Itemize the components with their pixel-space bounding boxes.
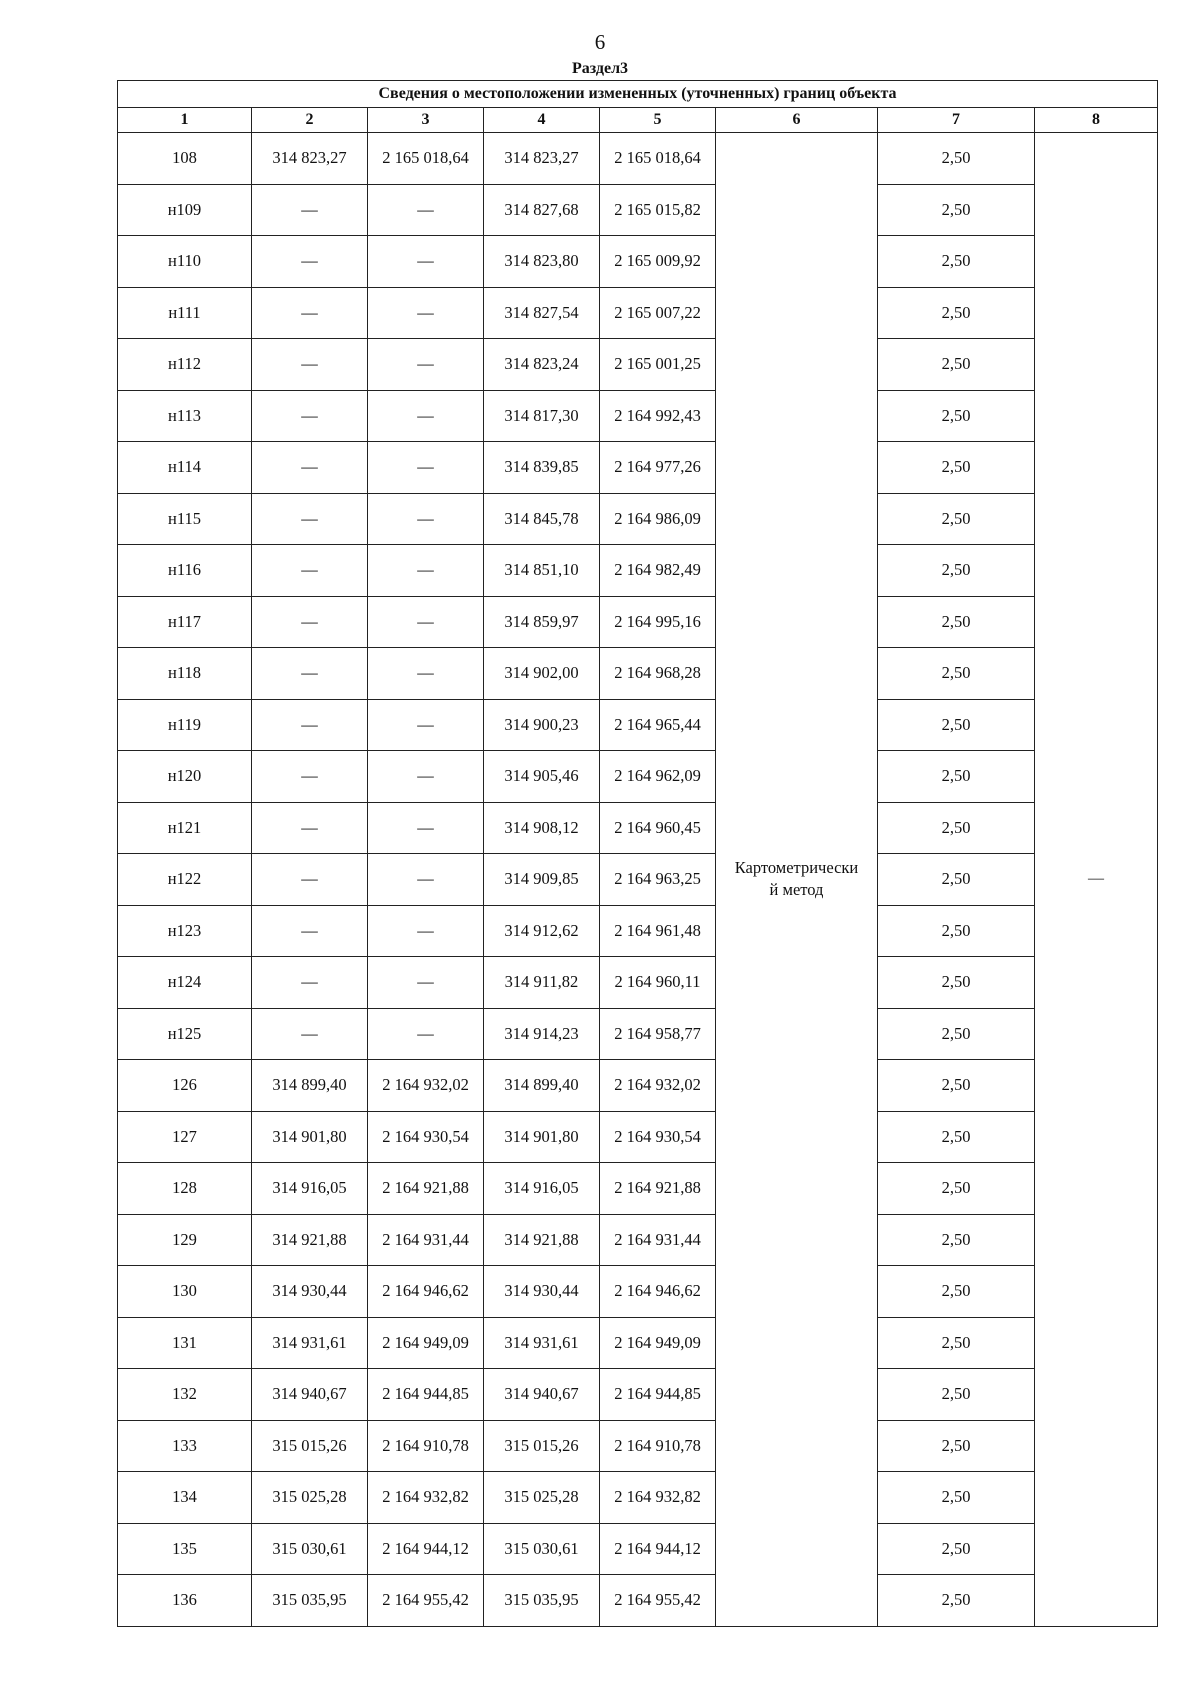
accuracy-cell: 2,50 bbox=[878, 1060, 1035, 1112]
existing-x-cell: — bbox=[252, 1008, 368, 1060]
table-row bbox=[118, 854, 1158, 906]
point-number-cell: 131 bbox=[118, 1317, 252, 1369]
point-number-cell: н110 bbox=[118, 236, 252, 288]
new-x-cell: 314 916,05 bbox=[484, 1163, 600, 1215]
new-x-cell: 314 930,44 bbox=[484, 1266, 600, 1318]
page-number: 6 bbox=[594, 30, 606, 54]
new-y-cell: 2 164 930,54 bbox=[600, 1111, 716, 1163]
table-row bbox=[118, 1420, 1158, 1472]
column-number: 7 bbox=[878, 108, 1035, 133]
new-x-cell: 314 851,10 bbox=[484, 545, 600, 597]
table-row bbox=[118, 802, 1158, 854]
table-row bbox=[118, 1111, 1158, 1163]
existing-x-cell: — bbox=[252, 802, 368, 854]
accuracy-cell: 2,50 bbox=[878, 802, 1035, 854]
existing-x-cell: 314 930,44 bbox=[252, 1266, 368, 1318]
column-number: 4 bbox=[484, 108, 600, 133]
new-x-cell: 314 901,80 bbox=[484, 1111, 600, 1163]
new-x-cell: 314 845,78 bbox=[484, 493, 600, 545]
point-number-cell: 134 bbox=[118, 1472, 252, 1524]
boundary-coordinates-table bbox=[117, 80, 1158, 1627]
existing-y-cell: — bbox=[368, 957, 484, 1009]
new-x-cell: 314 859,97 bbox=[484, 596, 600, 648]
existing-x-cell: 315 025,28 bbox=[252, 1472, 368, 1524]
point-number-cell: 127 bbox=[118, 1111, 252, 1163]
new-x-cell: 314 827,68 bbox=[484, 184, 600, 236]
table-row bbox=[118, 1472, 1158, 1524]
table-row bbox=[118, 236, 1158, 288]
point-number-cell: н122 bbox=[118, 854, 252, 906]
method-text-line: Картометрически bbox=[734, 858, 859, 878]
table-row bbox=[118, 699, 1158, 751]
existing-y-cell: 2 164 932,02 bbox=[368, 1060, 484, 1112]
column-number-row bbox=[118, 108, 1158, 133]
new-x-cell: 315 035,95 bbox=[484, 1575, 600, 1627]
table-row bbox=[118, 1266, 1158, 1318]
table-row bbox=[118, 1523, 1158, 1575]
new-y-cell: 2 164 921,88 bbox=[600, 1163, 716, 1215]
existing-y-cell: — bbox=[368, 493, 484, 545]
existing-x-cell: — bbox=[252, 957, 368, 1009]
accuracy-cell: 2,50 bbox=[878, 545, 1035, 597]
point-number-cell: 132 bbox=[118, 1369, 252, 1421]
table-row bbox=[118, 596, 1158, 648]
point-number-cell: н120 bbox=[118, 751, 252, 803]
new-y-cell: 2 165 009,92 bbox=[600, 236, 716, 288]
table-caption: Сведения о местоположении измененных (уточненных) границ объекта bbox=[118, 81, 1158, 108]
accuracy-cell: 2,50 bbox=[878, 1317, 1035, 1369]
new-y-cell: 2 165 015,82 bbox=[600, 184, 716, 236]
accuracy-cell: 2,50 bbox=[878, 1472, 1035, 1524]
point-number-cell: н113 bbox=[118, 390, 252, 442]
existing-y-cell: 2 164 944,12 bbox=[368, 1523, 484, 1575]
point-number-cell: н115 bbox=[118, 493, 252, 545]
existing-x-cell: — bbox=[252, 493, 368, 545]
table-row bbox=[118, 1369, 1158, 1421]
new-y-cell: 2 164 944,85 bbox=[600, 1369, 716, 1421]
table-row bbox=[118, 493, 1158, 545]
new-y-cell: 2 164 958,77 bbox=[600, 1008, 716, 1060]
new-y-cell: 2 164 963,25 bbox=[600, 854, 716, 906]
new-y-cell: 2 165 007,22 bbox=[600, 287, 716, 339]
new-y-cell: 2 164 955,42 bbox=[600, 1575, 716, 1627]
new-x-cell: 314 902,00 bbox=[484, 648, 600, 700]
existing-y-cell: 2 164 910,78 bbox=[368, 1420, 484, 1472]
table-row bbox=[118, 1163, 1158, 1215]
existing-x-cell: — bbox=[252, 184, 368, 236]
accuracy-cell: 2,50 bbox=[878, 1111, 1035, 1163]
new-y-cell: 2 164 944,12 bbox=[600, 1523, 716, 1575]
existing-x-cell: — bbox=[252, 545, 368, 597]
accuracy-cell: 2,50 bbox=[878, 184, 1035, 236]
new-y-cell: 2 164 910,78 bbox=[600, 1420, 716, 1472]
existing-y-cell: 2 164 944,85 bbox=[368, 1369, 484, 1421]
existing-x-cell: — bbox=[252, 854, 368, 906]
accuracy-cell: 2,50 bbox=[878, 442, 1035, 494]
accuracy-cell: 2,50 bbox=[878, 1214, 1035, 1266]
accuracy-cell: 2,50 bbox=[878, 1163, 1035, 1215]
existing-x-cell: 315 030,61 bbox=[252, 1523, 368, 1575]
existing-x-cell: — bbox=[252, 905, 368, 957]
existing-y-cell: — bbox=[368, 648, 484, 700]
existing-x-cell: 314 921,88 bbox=[252, 1214, 368, 1266]
new-y-cell: 2 164 995,16 bbox=[600, 596, 716, 648]
point-number-cell: 133 bbox=[118, 1420, 252, 1472]
existing-y-cell: 2 164 946,62 bbox=[368, 1266, 484, 1318]
accuracy-cell: 2,50 bbox=[878, 287, 1035, 339]
column-number: 8 bbox=[1035, 108, 1158, 133]
accuracy-cell: 2,50 bbox=[878, 905, 1035, 957]
existing-y-cell: — bbox=[368, 596, 484, 648]
accuracy-cell: 2,50 bbox=[878, 339, 1035, 391]
column8-cell: — bbox=[1035, 133, 1158, 1627]
new-x-cell: 314 931,61 bbox=[484, 1317, 600, 1369]
existing-y-cell: — bbox=[368, 390, 484, 442]
method-text-line: й метод bbox=[769, 880, 824, 900]
point-number-cell: н125 bbox=[118, 1008, 252, 1060]
point-number-cell: н121 bbox=[118, 802, 252, 854]
existing-x-cell: — bbox=[252, 390, 368, 442]
new-y-cell: 2 164 932,02 bbox=[600, 1060, 716, 1112]
new-x-cell: 314 823,27 bbox=[484, 133, 600, 185]
point-number-cell: 136 bbox=[118, 1575, 252, 1627]
new-x-cell: 314 914,23 bbox=[484, 1008, 600, 1060]
new-y-cell: 2 164 992,43 bbox=[600, 390, 716, 442]
table-row bbox=[118, 1008, 1158, 1060]
new-x-cell: 314 823,24 bbox=[484, 339, 600, 391]
table-row bbox=[118, 287, 1158, 339]
new-y-cell: 2 164 960,11 bbox=[600, 957, 716, 1009]
existing-x-cell: 314 931,61 bbox=[252, 1317, 368, 1369]
column-number: 3 bbox=[368, 108, 484, 133]
table-row bbox=[118, 442, 1158, 494]
table-row bbox=[118, 133, 1158, 185]
new-y-cell: 2 164 982,49 bbox=[600, 545, 716, 597]
existing-y-cell: — bbox=[368, 236, 484, 288]
accuracy-cell: 2,50 bbox=[878, 648, 1035, 700]
table-row bbox=[118, 905, 1158, 957]
existing-x-cell: — bbox=[252, 648, 368, 700]
new-y-cell: 2 164 961,48 bbox=[600, 905, 716, 957]
table-row bbox=[118, 545, 1158, 597]
new-x-cell: 315 025,28 bbox=[484, 1472, 600, 1524]
existing-y-cell: — bbox=[368, 751, 484, 803]
existing-y-cell: 2 164 949,09 bbox=[368, 1317, 484, 1369]
existing-x-cell: — bbox=[252, 442, 368, 494]
accuracy-cell: 2,50 bbox=[878, 133, 1035, 185]
method-cell bbox=[716, 133, 878, 1627]
new-y-cell: 2 164 977,26 bbox=[600, 442, 716, 494]
existing-x-cell: 314 899,40 bbox=[252, 1060, 368, 1112]
column-number: 5 bbox=[600, 108, 716, 133]
existing-y-cell: — bbox=[368, 854, 484, 906]
existing-y-cell: — bbox=[368, 287, 484, 339]
existing-y-cell: 2 164 931,44 bbox=[368, 1214, 484, 1266]
existing-x-cell: — bbox=[252, 596, 368, 648]
new-y-cell: 2 165 018,64 bbox=[600, 133, 716, 185]
table-row bbox=[118, 339, 1158, 391]
new-x-cell: 314 839,85 bbox=[484, 442, 600, 494]
accuracy-cell: 2,50 bbox=[878, 1008, 1035, 1060]
table-row bbox=[118, 1317, 1158, 1369]
existing-y-cell: — bbox=[368, 545, 484, 597]
accuracy-cell: 2,50 bbox=[878, 699, 1035, 751]
point-number-cell: н124 bbox=[118, 957, 252, 1009]
existing-y-cell: — bbox=[368, 339, 484, 391]
existing-x-cell: — bbox=[252, 287, 368, 339]
new-y-cell: 2 164 968,28 bbox=[600, 648, 716, 700]
new-y-cell: 2 164 965,44 bbox=[600, 699, 716, 751]
table-row bbox=[118, 184, 1158, 236]
point-number-cell: н117 bbox=[118, 596, 252, 648]
new-x-cell: 314 899,40 bbox=[484, 1060, 600, 1112]
new-y-cell: 2 165 001,25 bbox=[600, 339, 716, 391]
new-x-cell: 315 030,61 bbox=[484, 1523, 600, 1575]
point-number-cell: 108 bbox=[118, 133, 252, 185]
point-number-cell: 130 bbox=[118, 1266, 252, 1318]
new-x-cell: 315 015,26 bbox=[484, 1420, 600, 1472]
existing-y-cell: — bbox=[368, 802, 484, 854]
existing-y-cell: 2 164 930,54 bbox=[368, 1111, 484, 1163]
existing-x-cell: 314 901,80 bbox=[252, 1111, 368, 1163]
point-number-cell: н118 bbox=[118, 648, 252, 700]
point-number-cell: 128 bbox=[118, 1163, 252, 1215]
table-row bbox=[118, 957, 1158, 1009]
column-number: 1 bbox=[118, 108, 252, 133]
new-y-cell: 2 164 962,09 bbox=[600, 751, 716, 803]
point-number-cell: н123 bbox=[118, 905, 252, 957]
existing-x-cell: — bbox=[252, 751, 368, 803]
new-x-cell: 314 921,88 bbox=[484, 1214, 600, 1266]
new-x-cell: 314 827,54 bbox=[484, 287, 600, 339]
new-x-cell: 314 908,12 bbox=[484, 802, 600, 854]
accuracy-cell: 2,50 bbox=[878, 1420, 1035, 1472]
accuracy-cell: 2,50 bbox=[878, 1575, 1035, 1627]
table-row bbox=[118, 648, 1158, 700]
point-number-cell: н111 bbox=[118, 287, 252, 339]
point-number-cell: н109 bbox=[118, 184, 252, 236]
new-x-cell: 314 823,80 bbox=[484, 236, 600, 288]
point-number-cell: н119 bbox=[118, 699, 252, 751]
existing-x-cell: 315 035,95 bbox=[252, 1575, 368, 1627]
new-y-cell: 2 164 960,45 bbox=[600, 802, 716, 854]
new-y-cell: 2 164 932,82 bbox=[600, 1472, 716, 1524]
column-number: 2 bbox=[252, 108, 368, 133]
accuracy-cell: 2,50 bbox=[878, 493, 1035, 545]
accuracy-cell: 2,50 bbox=[878, 854, 1035, 906]
table-row bbox=[118, 1575, 1158, 1627]
existing-y-cell: — bbox=[368, 184, 484, 236]
existing-y-cell: 2 164 932,82 bbox=[368, 1472, 484, 1524]
new-x-cell: 314 817,30 bbox=[484, 390, 600, 442]
existing-x-cell: — bbox=[252, 699, 368, 751]
table-row bbox=[118, 1060, 1158, 1112]
existing-y-cell: — bbox=[368, 905, 484, 957]
existing-x-cell: 314 940,67 bbox=[252, 1369, 368, 1421]
existing-y-cell: — bbox=[368, 442, 484, 494]
existing-x-cell: 314 916,05 bbox=[252, 1163, 368, 1215]
accuracy-cell: 2,50 bbox=[878, 957, 1035, 1009]
section-title: Раздел3 bbox=[571, 60, 629, 77]
new-y-cell: 2 164 986,09 bbox=[600, 493, 716, 545]
accuracy-cell: 2,50 bbox=[878, 1266, 1035, 1318]
existing-x-cell: 314 823,27 bbox=[252, 133, 368, 185]
accuracy-cell: 2,50 bbox=[878, 1523, 1035, 1575]
new-x-cell: 314 911,82 bbox=[484, 957, 600, 1009]
new-x-cell: 314 909,85 bbox=[484, 854, 600, 906]
new-x-cell: 314 940,67 bbox=[484, 1369, 600, 1421]
existing-y-cell: 2 164 921,88 bbox=[368, 1163, 484, 1215]
new-y-cell: 2 164 946,62 bbox=[600, 1266, 716, 1318]
point-number-cell: н116 bbox=[118, 545, 252, 597]
accuracy-cell: 2,50 bbox=[878, 751, 1035, 803]
point-number-cell: 126 bbox=[118, 1060, 252, 1112]
existing-x-cell: 315 015,26 bbox=[252, 1420, 368, 1472]
new-x-cell: 314 912,62 bbox=[484, 905, 600, 957]
accuracy-cell: 2,50 bbox=[878, 390, 1035, 442]
new-y-cell: 2 164 931,44 bbox=[600, 1214, 716, 1266]
new-x-cell: 314 905,46 bbox=[484, 751, 600, 803]
table-row bbox=[118, 1214, 1158, 1266]
accuracy-cell: 2,50 bbox=[878, 1369, 1035, 1421]
point-number-cell: н114 bbox=[118, 442, 252, 494]
new-x-cell: 314 900,23 bbox=[484, 699, 600, 751]
point-number-cell: 129 bbox=[118, 1214, 252, 1266]
point-number-cell: 135 bbox=[118, 1523, 252, 1575]
existing-y-cell: 2 165 018,64 bbox=[368, 133, 484, 185]
existing-x-cell: — bbox=[252, 339, 368, 391]
existing-y-cell: 2 164 955,42 bbox=[368, 1575, 484, 1627]
new-y-cell: 2 164 949,09 bbox=[600, 1317, 716, 1369]
column-number: 6 bbox=[716, 108, 878, 133]
accuracy-cell: 2,50 bbox=[878, 236, 1035, 288]
existing-y-cell: — bbox=[368, 699, 484, 751]
table-row bbox=[118, 751, 1158, 803]
table-row bbox=[118, 390, 1158, 442]
table-body bbox=[118, 133, 1158, 1627]
existing-x-cell: — bbox=[252, 236, 368, 288]
point-number-cell: н112 bbox=[118, 339, 252, 391]
accuracy-cell: 2,50 bbox=[878, 596, 1035, 648]
existing-y-cell: — bbox=[368, 1008, 484, 1060]
